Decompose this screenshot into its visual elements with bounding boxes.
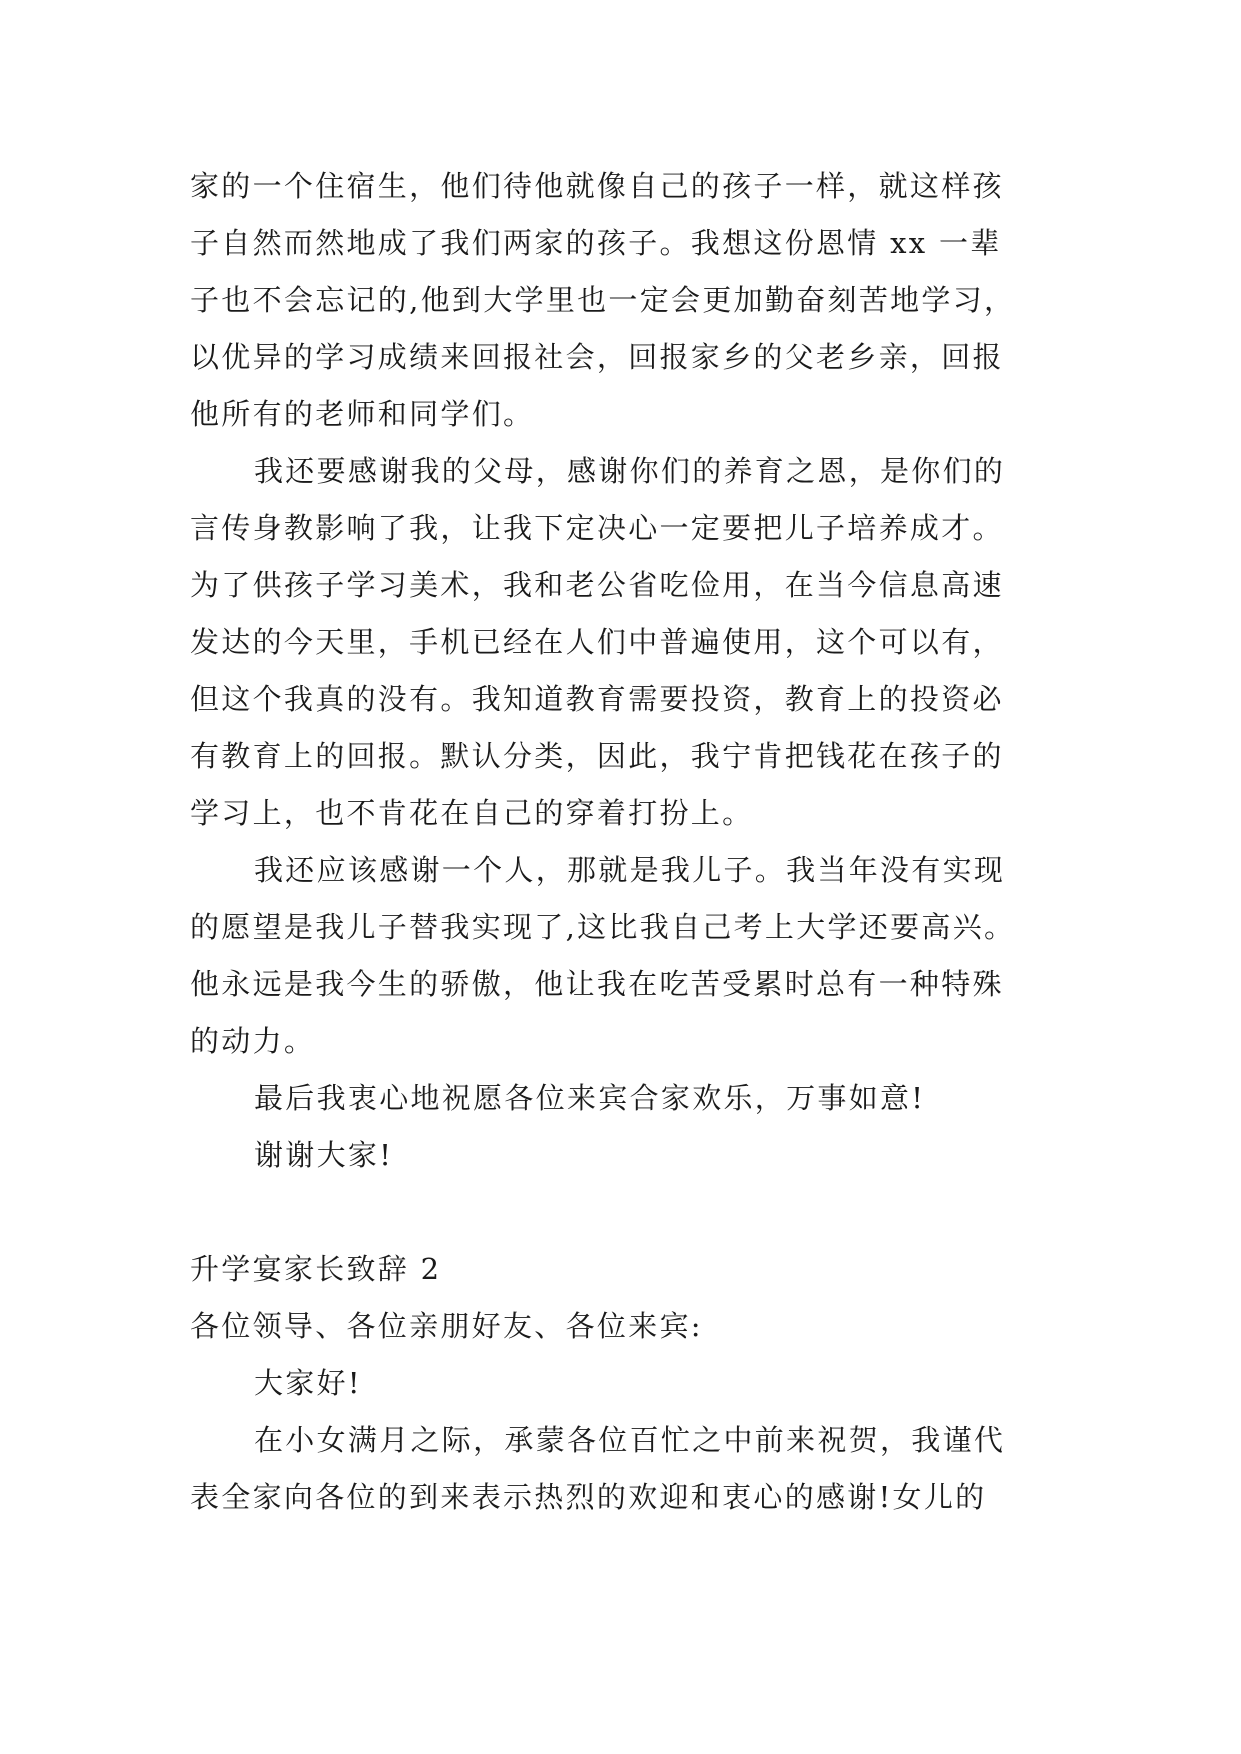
text-line: 学习上，也不肯花在自己的穿着打扮上。 (190, 796, 754, 830)
text-line: 有教育上的回报。默认分类，因此，我宁肯把钱花在孩子的 (190, 739, 1004, 773)
text-line: 发达的今天里，手机已经在人们中普遍使用，这个可以有， (190, 625, 1004, 659)
text-line: 为了供孩子学习美术，我和老公省吃俭用，在当今信息高速 (190, 568, 1004, 602)
text-line: 他永远是我今生的骄傲，他让我在吃苦受累时总有一种特殊 (190, 967, 1004, 1001)
text-line: 的愿望是我儿子替我实现了,这比我自己考上大学还要高兴。 (190, 910, 1016, 944)
paragraph-first-line: 我还应该感谢一个人，那就是我儿子。我当年没有实现 (254, 853, 1006, 887)
text-line: 言传身教影响了我，让我下定决心一定要把儿子培养成才。 (190, 511, 1004, 545)
text-line: 表全家向各位的到来表示热烈的欢迎和衷心的感谢!女儿的 (190, 1480, 987, 1514)
text-line: 家的一个住宿生，他们待他就像自己的孩子一样，就这样孩 (190, 169, 1004, 203)
paragraph-first-line: 最后我衷心地祝愿各位来宾合家欢乐，万事如意! (254, 1081, 926, 1115)
text-line: 的动力。 (190, 1024, 316, 1058)
text-line: 以优异的学习成绩来回报社会，回报家乡的父老乡亲，回报 (190, 340, 1004, 374)
salutation: 各位领导、各位亲朋好友、各位来宾: (190, 1309, 703, 1343)
text-line: 子自然而然地成了我们两家的孩子。我想这份恩情 xx 一辈 (190, 226, 1002, 260)
paragraph-first-line: 在小女满月之际，承蒙各位百忙之中前来祝贺，我谨代 (254, 1423, 1006, 1457)
greeting: 大家好! (254, 1366, 362, 1400)
text-line: 他所有的老师和同学们。 (190, 397, 535, 431)
paragraph-first-line: 我还要感谢我的父母，感谢你们的养育之恩，是你们的 (254, 454, 1006, 488)
section-title: 升学宴家长致辞 2 (190, 1252, 442, 1286)
text-line: 子也不会忘记的,他到大学里也一定会更加勤奋刻苦地学习， (190, 283, 1016, 317)
text-line: 但这个我真的没有。我知道教育需要投资，教育上的投资必 (190, 682, 1004, 716)
paragraph-first-line: 谢谢大家! (254, 1138, 394, 1172)
